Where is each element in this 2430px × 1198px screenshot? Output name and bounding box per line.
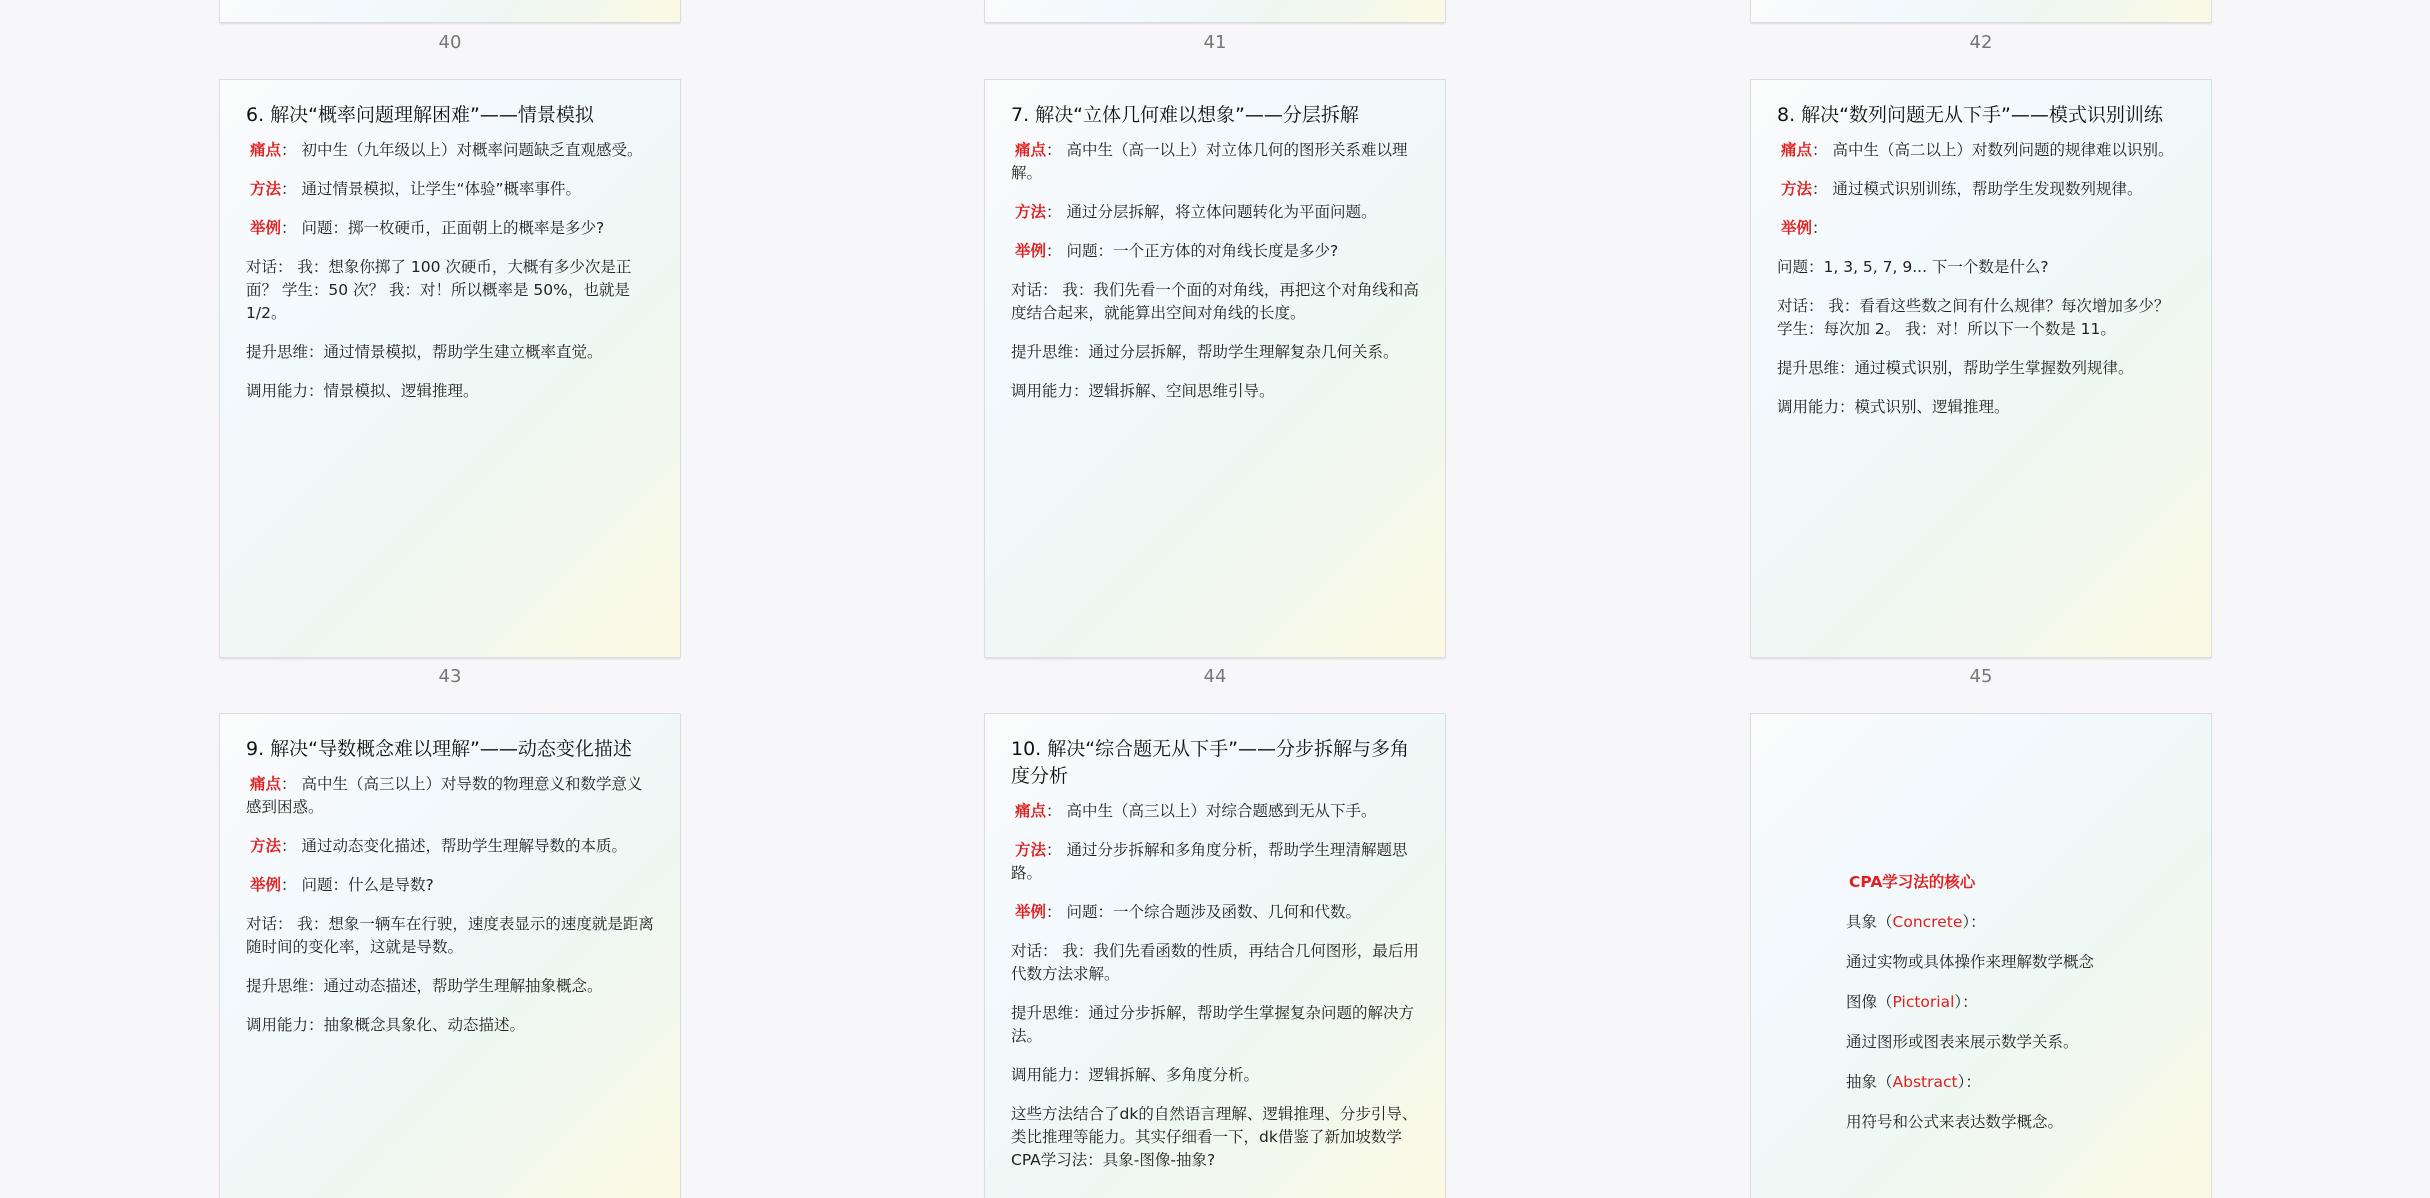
- slide-title: 9. 解决“导数概念难以理解”——动态变化描述: [246, 738, 632, 760]
- question: 问题：1, 3, 5, 7, 9... 下一个数是什么?: [1777, 258, 2049, 276]
- method: 方法： 通过模式识别训练，帮助学生发现数列规律。: [1777, 178, 2185, 201]
- dialogue: 对话： 我：想象一辆车在行驶，速度表显示的速度就是距离随时间的变化率，这就是导数。: [246, 915, 654, 956]
- example: 举例： 问题：一个综合题涉及函数、几何和代数。: [1011, 901, 1419, 924]
- example-label: 举例: [1015, 903, 1047, 921]
- cpa-pictorial-desc: 通过图形或图表来展示数学关系。: [1846, 1033, 2079, 1051]
- page-thumbnail-40[interactable]: [220, 0, 680, 22]
- page-thumbnail-47[interactable]: [985, 714, 1445, 1198]
- slide-title: 6. 解决“概率问题理解困难”——情景模拟: [246, 104, 594, 126]
- method-label: 方法: [250, 837, 282, 855]
- method: 方法： 通过动态变化描述，帮助学生理解导数的本质。: [246, 835, 654, 858]
- thinking-note: 提升思维：通过模式识别，帮助学生掌握数列规律。: [1777, 359, 2134, 377]
- page-thumbnail-48[interactable]: [1751, 714, 2211, 1198]
- example-label: 举例: [1781, 219, 1813, 237]
- thinking-note: 提升思维：通过动态描述，帮助学生理解抽象概念。: [246, 977, 603, 995]
- example: 举例： 问题：掷一枚硬币，正面朝上的概率是多少?: [246, 217, 654, 240]
- method: 方法： 通过分层拆解，将立体问题转化为平面问题。: [1011, 201, 1419, 224]
- pain-label: 痛点: [1015, 141, 1047, 159]
- page-number: 44: [1203, 666, 1227, 687]
- pain-label: 痛点: [1781, 141, 1813, 159]
- page-thumbnail-41[interactable]: [985, 0, 1445, 22]
- page-number: 43: [438, 666, 462, 687]
- ability-note: 调用能力：逻辑拆解、空间思维引导。: [1011, 382, 1275, 400]
- example: 举例：: [1777, 217, 2185, 240]
- page-thumbnail-42[interactable]: [1751, 0, 2211, 22]
- pain-point: 痛点： 初中生（九年级以上）对概率问题缺乏直观感受。: [246, 139, 654, 162]
- dialogue: 对话： 我：看看这些数之间有什么规律？每次增加多少？ 学生：每次加 2。 我：对！所以下一个数是 11。: [1777, 297, 2170, 338]
- thinking-note: 提升思维：通过分步拆解，帮助学生掌握复杂问题的解决方法。: [1011, 1004, 1415, 1045]
- method: 方法： 通过分步拆解和多角度分析，帮助学生理清解题思路。: [1011, 841, 1408, 882]
- pain-point: 痛点： 高中生（高二以上）对数列问题的规律难以识别。: [1777, 139, 2185, 162]
- ability-note: 调用能力：逻辑拆解、多角度分析。: [1011, 1066, 1260, 1084]
- page-number: 42: [1969, 32, 1993, 53]
- ability-note: 调用能力：模式识别、逻辑推理。: [1777, 398, 2010, 416]
- cpa-block: [1846, 871, 2176, 1151]
- method-label: 方法: [250, 180, 282, 198]
- cpa-abstract-heading: 抽象（Abstract）：: [1846, 1073, 1981, 1091]
- method-label: 方法: [1015, 841, 1047, 859]
- method: 方法： 通过情景模拟，让学生“体验”概率事件。: [246, 178, 654, 201]
- page-thumbnail-46[interactable]: [220, 714, 680, 1198]
- pain-label: 痛点: [1015, 802, 1047, 820]
- cpa-concrete-desc: 通过实物或具体操作来理解数学概念: [1846, 953, 2095, 971]
- example-label: 举例: [1015, 242, 1047, 260]
- summary-note: 这些方法结合了dk的自然语言理解、逻辑推理、分步引导、类比推理等能力。其实仔细看一下，dk借鉴了新加坡数学CPA学习法：具象-图像-抽象?: [1011, 1105, 1418, 1169]
- pain-point: 痛点： 高中生（高三以上）对综合题感到无从下手。: [1011, 800, 1419, 823]
- slide-title: 10. 解决“综合题无从下手”——分步拆解与多角度分析: [1011, 738, 1409, 787]
- example-label: 举例: [250, 876, 282, 894]
- thinking-note: 提升思维：通过情景模拟，帮助学生建立概率直觉。: [246, 343, 603, 361]
- example: 举例： 问题：什么是导数?: [246, 874, 654, 897]
- pain-point: 痛点： 高中生（高三以上）对导数的物理意义和数学意义感到困惑。: [246, 775, 643, 816]
- page-thumbnail-45[interactable]: [1751, 80, 2211, 657]
- cpa-concrete-heading: 具象（Concrete）：: [1846, 913, 1986, 931]
- dialogue: 对话： 我：想象你掷了 100 次硬币，大概有多少次是正面？ 学生：50 次？ 我：对！所以概率是 50%，也就是 1/2。: [246, 258, 632, 322]
- slide-title: 7. 解决“立体几何难以想象”——分层拆解: [1011, 104, 1359, 126]
- dialogue: 对话： 我：我们先看函数的性质，再结合几何图形，最后用代数方法求解。: [1011, 942, 1419, 983]
- cpa-title: CPA学习法的核心: [1849, 873, 1976, 891]
- pain-label: 痛点: [250, 775, 282, 793]
- cpa-pictorial-heading: 图像（Pictorial）：: [1846, 993, 1978, 1011]
- ability-note: 调用能力：抽象概念具象化、动态描述。: [246, 1016, 526, 1034]
- thinking-note: 提升思维：通过分层拆解，帮助学生理解复杂几何关系。: [1011, 343, 1399, 361]
- method-label: 方法: [1015, 203, 1047, 221]
- cpa-abstract-desc: 用符号和公式来表达数学概念。: [1846, 1113, 2064, 1131]
- page-number: 45: [1969, 666, 1993, 687]
- dialogue: 对话： 我：我们先看一个面的对角线，再把这个对角线和高度结合起来，就能算出空间对角线的长度。: [1011, 281, 1419, 322]
- page-thumbnail-43[interactable]: [220, 80, 680, 657]
- pain-point: 痛点： 高中生（高一以上）对立体几何的图形关系难以理解。: [1011, 141, 1408, 182]
- example: 举例： 问题：一个正方体的对角线长度是多少?: [1011, 240, 1419, 263]
- page-thumbnail-44[interactable]: [985, 80, 1445, 657]
- ability-note: 调用能力：情景模拟、逻辑推理。: [246, 382, 479, 400]
- slide-title: 8. 解决“数列问题无从下手”——模式识别训练: [1777, 104, 2163, 126]
- page-number: 40: [438, 32, 462, 53]
- method-label: 方法: [1781, 180, 1813, 198]
- example-label: 举例: [250, 219, 282, 237]
- pain-label: 痛点: [250, 141, 282, 159]
- page-number: 41: [1203, 32, 1227, 53]
